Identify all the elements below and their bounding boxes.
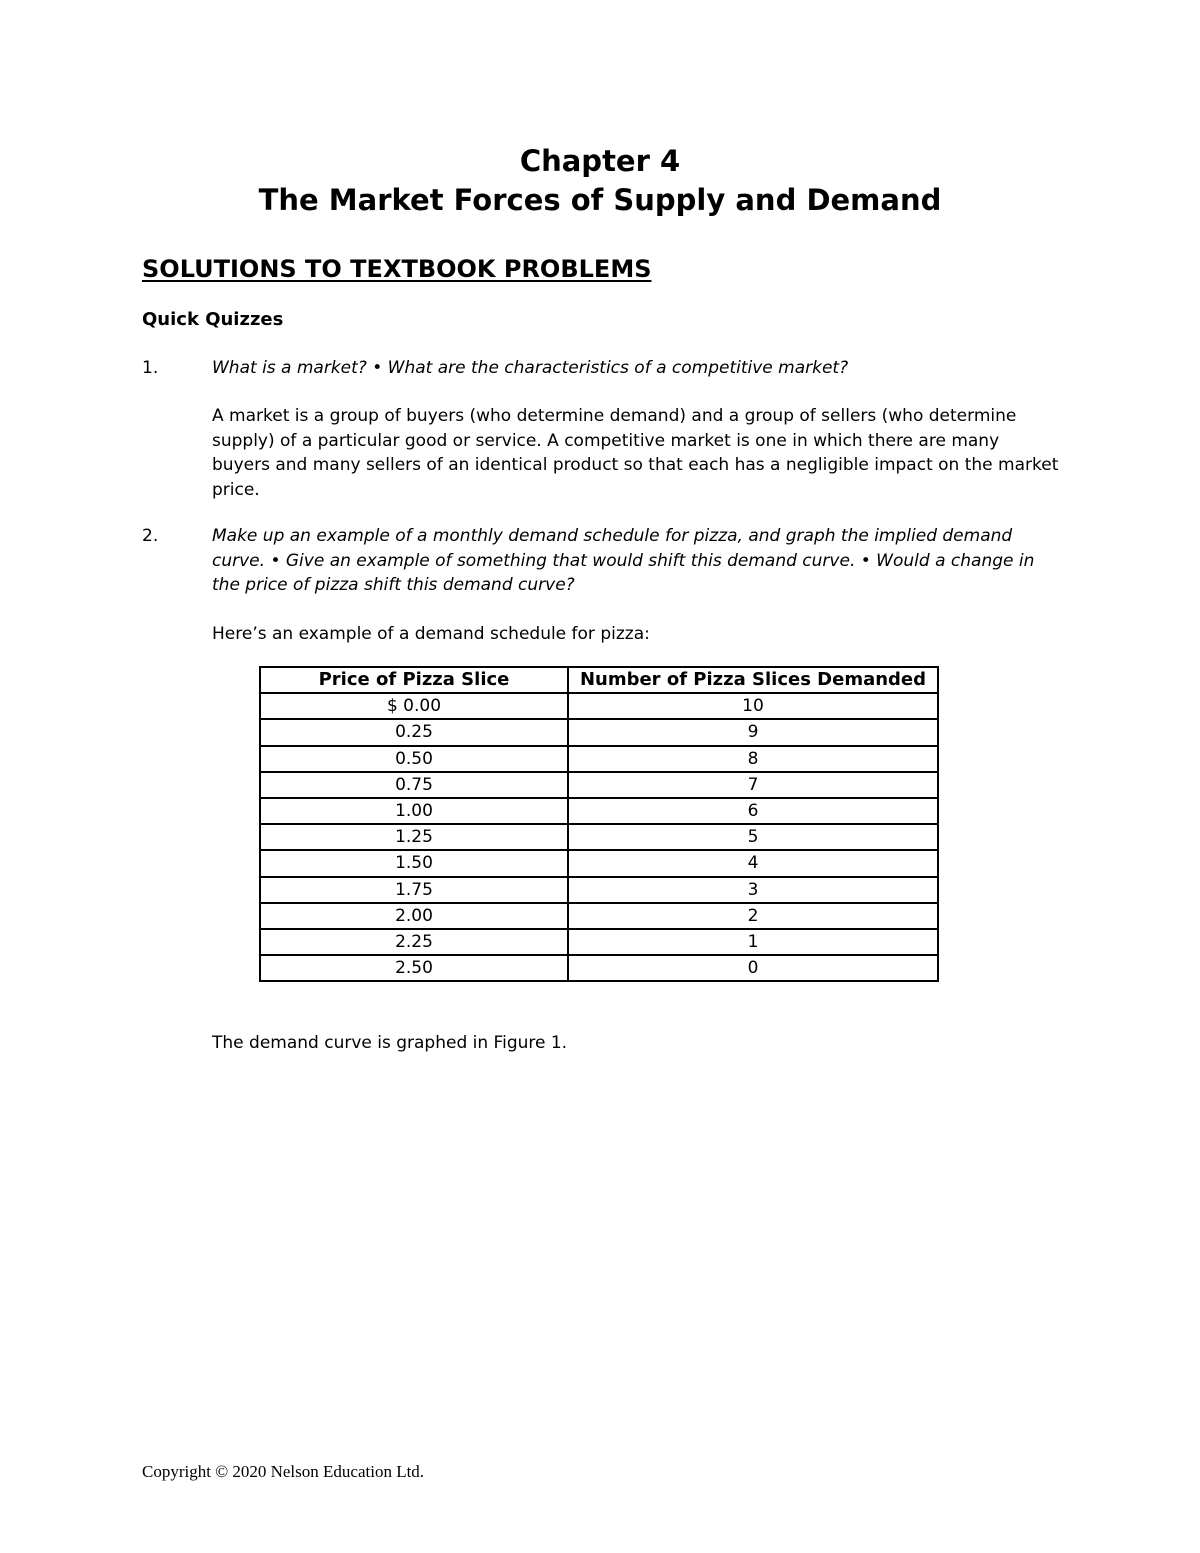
quantity-cell: 0	[568, 955, 938, 981]
table-row	[260, 877, 938, 903]
quantity-cell: 2	[568, 903, 938, 929]
quantity-cell: 3	[568, 877, 938, 903]
table-row	[260, 693, 938, 719]
question-number: 2.	[142, 526, 159, 546]
table-row	[260, 903, 938, 929]
question-prompt: Make up an example of a monthly demand schedule for pizza, and graph the implied demand curve. • Give an example of something that would shift this demand curve. • Would a change in the price of pizza shift this demand curve?	[212, 526, 1035, 595]
price-cell: 1.50	[260, 850, 568, 876]
quick-quizzes-heading: Quick Quizzes	[142, 309, 284, 330]
column-header-price: Price of Pizza Slice	[260, 667, 568, 693]
answer-outro: The demand curve is graphed in Figure 1.	[212, 1033, 568, 1053]
quantity-cell: 10	[568, 693, 938, 719]
table-row	[260, 929, 938, 955]
quantity-cell: 9	[568, 719, 938, 745]
demand-schedule-table	[259, 666, 939, 982]
price-cell: 1.00	[260, 798, 568, 824]
quantity-cell: 6	[568, 798, 938, 824]
table-row	[260, 798, 938, 824]
price-cell: 1.75	[260, 877, 568, 903]
price-cell: 0.50	[260, 746, 568, 772]
table-row	[260, 719, 938, 745]
price-cell: 0.25	[260, 719, 568, 745]
table-header-row	[260, 667, 938, 693]
answer-intro: Here’s an example of a demand schedule for pizza:	[212, 624, 650, 644]
quantity-cell: 7	[568, 772, 938, 798]
chapter-number: Chapter 4	[519, 144, 681, 178]
table-row	[260, 772, 938, 798]
chapter-title: The Market Forces of Supply and Demand	[258, 183, 942, 217]
quantity-cell: 8	[568, 746, 938, 772]
quantity-cell: 5	[568, 824, 938, 850]
table-row	[260, 850, 938, 876]
question-number: 1.	[142, 358, 159, 378]
price-cell: 0.75	[260, 772, 568, 798]
price-cell: 2.00	[260, 903, 568, 929]
price-cell: $ 0.00	[260, 693, 568, 719]
price-cell: 2.50	[260, 955, 568, 981]
table-row	[260, 955, 938, 981]
column-header-quantity: Number of Pizza Slices Demanded	[568, 667, 938, 693]
section-heading: SOLUTIONS TO TEXTBOOK PROBLEMS	[142, 255, 652, 283]
question-prompt: What is a market? • What are the characteristics of a competitive market?	[212, 358, 849, 378]
copyright-footer: Copyright © 2020 Nelson Education Ltd.	[142, 1462, 425, 1481]
table-row	[260, 746, 938, 772]
table-row	[260, 824, 938, 850]
price-cell: 2.25	[260, 929, 568, 955]
price-cell: 1.25	[260, 824, 568, 850]
question-answer: A market is a group of buyers (who determine demand) and a group of sellers (who determine supply) of a particular good or service. A competitive market is one in which there are many buyers and many sellers of an identical product so that each has a negligible impact on the market price.	[212, 406, 1059, 500]
quantity-cell: 4	[568, 850, 938, 876]
quantity-cell: 1	[568, 929, 938, 955]
